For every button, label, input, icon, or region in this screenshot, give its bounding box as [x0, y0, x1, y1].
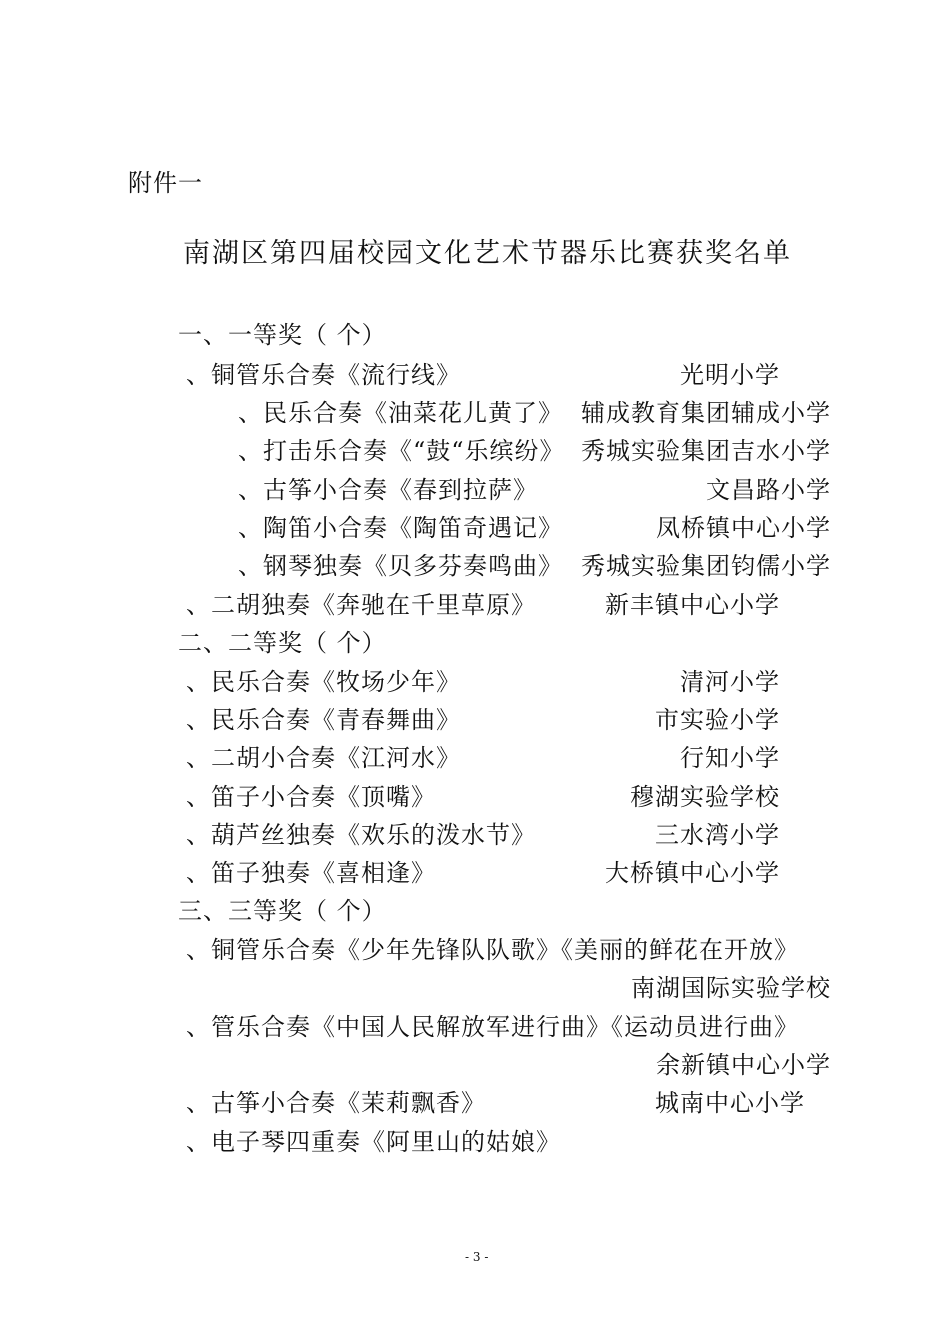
page-title: 南湖区第四届校园文化艺术节器乐比赛获奖名单	[183, 238, 792, 269]
entry-piece: 、铜管乐合奏《少年先锋队队歌》《美丽的鲜花在开放》	[186, 936, 799, 964]
entry-school: 南湖国际实验学校	[631, 974, 831, 1002]
entry-piece: 、民乐合奏《油菜花儿黄了》	[238, 399, 563, 427]
entry-piece: 、古筝小合奏《茉莉飘香》	[186, 1089, 486, 1117]
page-number: - 3 -	[465, 1250, 489, 1264]
entry-piece: 、葫芦丝独奏《欢乐的泼水节》	[186, 821, 536, 849]
entry-piece: 、管乐合奏《中国人民解放军进行曲》《运动员进行曲》	[186, 1013, 799, 1041]
entry-school: 穆湖实验学校	[630, 783, 780, 811]
entry-piece: 、古筝小合奏《春到拉萨》	[238, 476, 538, 504]
entry-school: 文昌路小学	[706, 476, 831, 504]
entry-school: 秀城实验集团钧儒小学	[581, 552, 831, 580]
attachment-label: 附件一	[128, 169, 203, 197]
entry-school: 凤桥镇中心小学	[656, 514, 831, 542]
entry-piece: 、铜管乐合奏《流行线》	[186, 361, 461, 389]
entry-school: 新丰镇中心小学	[605, 591, 780, 619]
entry-piece: 、民乐合奏《青春舞曲》	[186, 706, 461, 734]
entry-piece: 、笛子独奏《喜相逢》	[186, 859, 436, 887]
entry-school: 光明小学	[680, 361, 780, 389]
entry-piece: 、钢琴独奏《贝多芬奏鸣曲》	[238, 552, 563, 580]
section-heading-second-prize: 二、二等奖（ 个）	[178, 629, 387, 657]
entry-piece: 、民乐合奏《牧场少年》	[186, 668, 461, 696]
section-heading-first-prize: 一、一等奖（ 个）	[178, 321, 387, 349]
entry-piece: 、陶笛小合奏《陶笛奇遇记》	[238, 514, 563, 542]
entry-piece: 、二胡小合奏《江河水》	[186, 744, 461, 772]
entry-piece: 、电子琴四重奏《阿里山的姑娘》	[186, 1128, 561, 1156]
entry-school: 城南中心小学	[655, 1089, 805, 1117]
entry-school: 市实验小学	[655, 706, 780, 734]
entry-school: 大桥镇中心小学	[605, 859, 780, 887]
entry-piece: 、打击乐合奏《“鼓“乐缤纷》	[238, 437, 565, 465]
entry-school: 余新镇中心小学	[656, 1051, 831, 1079]
entry-school: 清河小学	[680, 668, 780, 696]
entry-school: 三水湾小学	[655, 821, 780, 849]
section-heading-third-prize: 三、三等奖（ 个）	[178, 897, 387, 925]
entry-piece: 、笛子小合奏《顶嘴》	[186, 783, 436, 811]
entry-school: 辅成教育集团辅成小学	[581, 399, 831, 427]
entry-school: 秀城实验集团吉水小学	[581, 437, 831, 465]
entry-piece: 、二胡独奏《奔驰在千里草原》	[186, 591, 536, 619]
entry-school: 行知小学	[680, 744, 780, 772]
